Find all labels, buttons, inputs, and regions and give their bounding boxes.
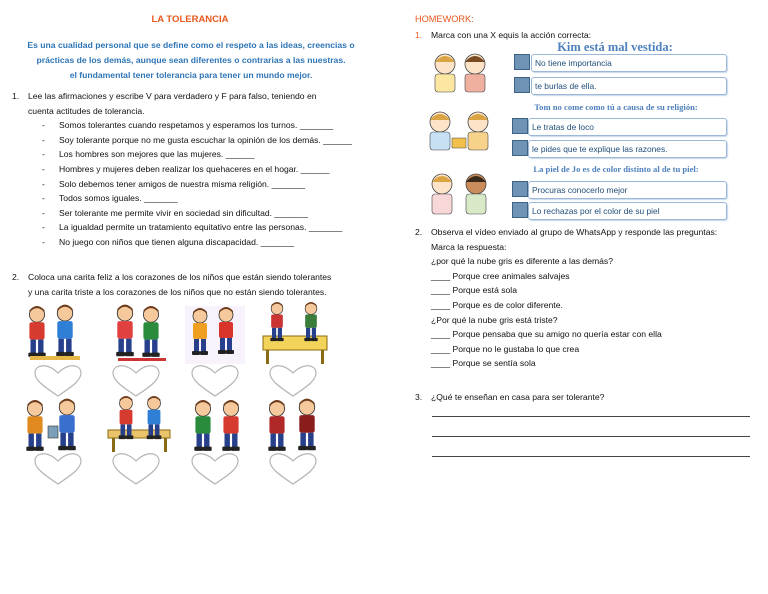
answer-option[interactable]: ____ Porque pensaba que su amigo no quería estar con ella: [431, 329, 662, 340]
option-checkbox[interactable]: [512, 181, 528, 197]
heart-6[interactable]: [113, 454, 159, 484]
answer-option[interactable]: ____ Porque está sola: [431, 285, 518, 296]
picture-1: [28, 305, 80, 360]
children-illustrations: [20, 300, 335, 490]
statement-item: - Hombres y mujeres deben realizar los quehaceres en el hogar. ______: [42, 163, 330, 174]
heart-2[interactable]: [113, 366, 159, 396]
option-checkbox[interactable]: [514, 54, 530, 70]
answer-line[interactable]: [432, 416, 750, 417]
statement-item: - Todos somos iguales. _______: [42, 193, 178, 204]
heart-5[interactable]: [35, 454, 81, 484]
picture-2: [116, 305, 166, 361]
worksheet-title: LA TOLERANCIA: [151, 14, 229, 25]
option-label: te burlas de ella.: [531, 77, 727, 95]
question-number: 1.: [415, 30, 423, 40]
answer-option[interactable]: ____ Porque es de color diferente.: [431, 299, 563, 310]
picture-4: [263, 302, 327, 364]
picture-5: [26, 399, 75, 451]
question-number: 2.: [12, 272, 20, 282]
intro-line: el fundamental tener tolerancia para tener un mundo mejor.: [69, 70, 313, 80]
option-label: Procuras conocerlo mejor: [528, 181, 727, 199]
question-number: 3.: [415, 392, 423, 402]
homework-question-3: [415, 390, 760, 405]
heart-7[interactable]: [192, 454, 238, 484]
option-checkbox[interactable]: [512, 202, 528, 218]
option-checkbox[interactable]: [512, 140, 528, 156]
statement-list: [42, 118, 372, 249]
homework-label: HOMEWORK:: [415, 14, 474, 24]
scenario-title: Tom no come como tú a causa de su religión:: [534, 102, 698, 112]
question-text: Marca con una X equis la acción correcta:: [431, 30, 592, 40]
answer-line[interactable]: [432, 456, 750, 457]
picture-7: [194, 400, 239, 451]
option-label: le pides que te explique las razones.: [528, 140, 727, 158]
question-number: 1.: [12, 91, 20, 101]
scenario-1-illustration: [425, 50, 495, 96]
question-text: y una carita triste a los corazones de los niños que no están siendo tolerantes.: [28, 286, 327, 297]
question-text: cuenta actitudes de tolerancia.: [28, 105, 145, 116]
statement-item: - Solo debemos tener amigos de nuestra misma religión. _______: [42, 178, 306, 189]
intro-paragraph: [10, 38, 372, 83]
question-number: 2.: [415, 227, 423, 237]
heart-4[interactable]: [270, 366, 316, 396]
scenario-title: Kim está mal vestida:: [557, 40, 673, 54]
question-text: Coloca una carita feliz a los corazones de los niños que están siendo tolerantes: [28, 272, 332, 282]
option-checkbox[interactable]: [512, 118, 528, 134]
picture-6: [108, 396, 170, 452]
option-label: No tiene importancia: [531, 54, 727, 72]
answer-option[interactable]: ____ Porque cree animales salvajes: [431, 270, 570, 281]
heart-1[interactable]: [35, 366, 81, 396]
sub-question: ¿por qué la nube gris es diferente a las demás?: [431, 256, 614, 267]
heart-3[interactable]: [192, 366, 238, 396]
question-text: Observa el vídeo enviado al grupo de WhatsApp y responde las preguntas:: [431, 227, 718, 237]
statement-item: - Ser tolerante me permite vivir en sociedad sin dificultad. _______: [42, 207, 308, 218]
option-label: Le tratas de loco: [528, 118, 727, 136]
statement-item: - Somos tolerantes cuando respetamos y esperamos los turnos. _______: [42, 120, 334, 131]
answer-line[interactable]: [432, 436, 750, 437]
scenario-2-illustration: [422, 108, 500, 154]
picture-8: [268, 399, 315, 451]
scenario-3-illustration: [422, 168, 500, 218]
heart-8[interactable]: [270, 454, 316, 484]
intro-line: prácticas de los demás, aunque sean diferentes o contrarias a las nuestras.: [36, 55, 346, 65]
question-2: [12, 270, 372, 299]
homework-question-2: [415, 225, 760, 371]
option-checkbox[interactable]: [514, 77, 530, 93]
sub-question: ¿Por qué la nube gris está triste?: [431, 314, 558, 325]
statement-item: - No juego con niños que tienen alguna discapacidad. _______: [42, 236, 295, 247]
answer-option[interactable]: ____ Porque se sentía sola: [431, 358, 536, 369]
answer-option[interactable]: ____ Porque no le gustaba lo que crea: [431, 343, 580, 354]
scenario-title: La piel de Jo es de color distinto al de tu piel:: [533, 164, 699, 174]
statement-item: - Los hombres son mejores que las mujeres. ______: [42, 149, 255, 160]
intro-line: Es una cualidad personal que se define como el respeto a las ideas, creencias o: [27, 40, 355, 50]
question-text: Marca la respuesta:: [431, 241, 507, 252]
question-text: ¿Qué te enseñan en casa para ser tolerante?: [431, 392, 605, 402]
question-text: Lee las afirmaciones y escribe V para verdadero y F para falso, teniendo en: [28, 91, 317, 101]
question-1: [12, 89, 372, 250]
option-label: Lo rechazas por el color de su piel: [528, 202, 727, 220]
picture-3: [185, 306, 245, 364]
statement-item: - Soy tolerante porque no me gusta escuchar la opinión de los demás. ______: [42, 134, 352, 145]
statement-item: - La igualdad permite un tratamiento equitativo entre las personas. _______: [42, 222, 343, 233]
